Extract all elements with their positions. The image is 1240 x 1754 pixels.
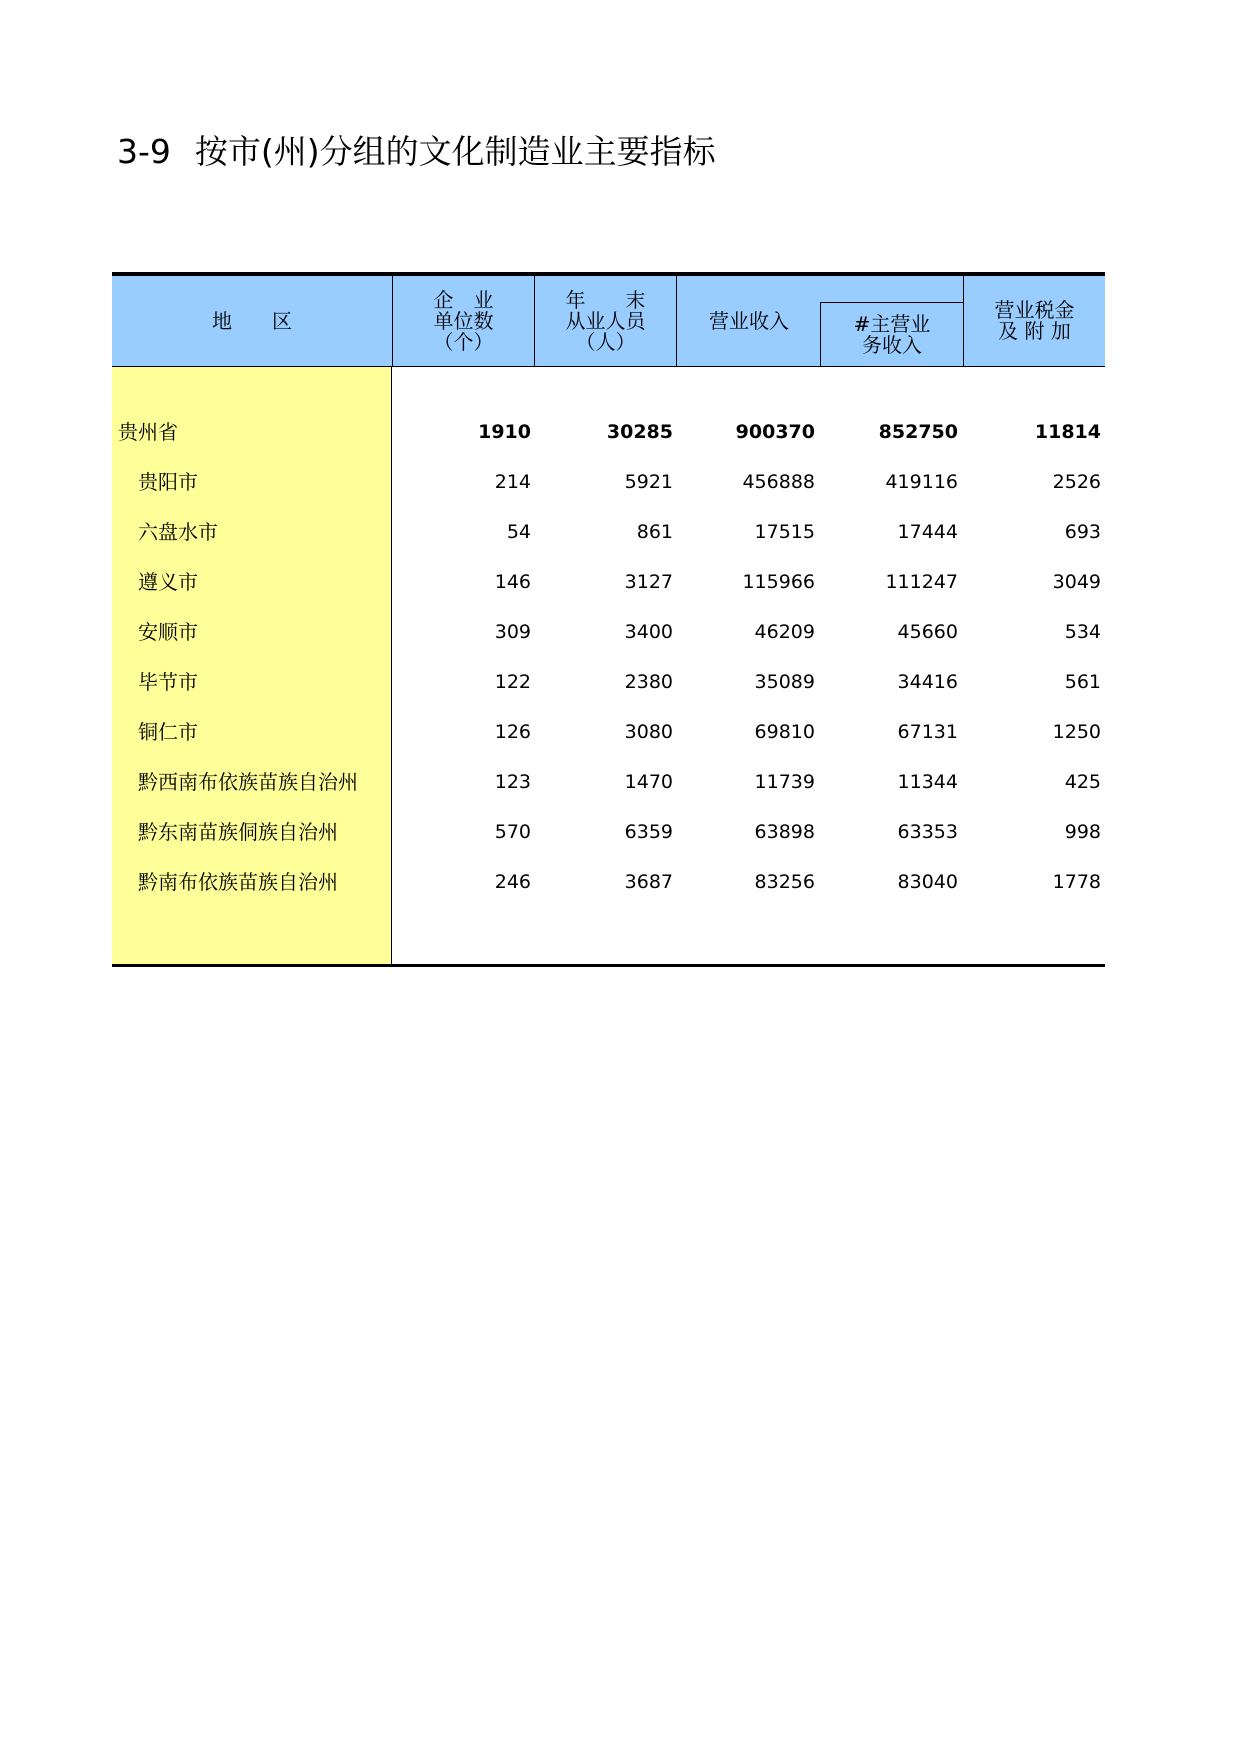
header-employees-line: （人） <box>575 329 636 354</box>
header-employees-line: 从业人员 <box>565 308 646 333</box>
cell-main-revenue: 17444 <box>897 521 958 543</box>
cell-tax: 534 <box>1064 621 1101 643</box>
cell-main-revenue: 111247 <box>885 571 958 593</box>
header-employees-line: 年 末 <box>565 287 646 312</box>
header-tax-line: 及 附 加 <box>998 319 1071 343</box>
cell-main-revenue: 63353 <box>897 821 958 843</box>
cell-employees: 861 <box>636 521 673 543</box>
cell-units: 309 <box>494 621 531 643</box>
cell-tax: 561 <box>1064 671 1101 693</box>
cell-units: 1910 <box>478 421 531 443</box>
cell-employees: 3687 <box>624 871 673 893</box>
table-row <box>112 607 1105 657</box>
cell-revenue: 456888 <box>742 471 815 493</box>
cell-main-revenue: 67131 <box>897 721 958 743</box>
table-row <box>112 457 1105 507</box>
header-revenue-label: 营业收入 <box>709 308 789 333</box>
cell-tax: 2526 <box>1052 471 1101 493</box>
cell-employees: 6359 <box>624 821 673 843</box>
header-main-revenue <box>820 302 963 366</box>
row-region-name: 黔西南布依族苗族自治州 <box>138 770 358 794</box>
row-region-name: 黔南布依族苗族自治州 <box>138 870 338 894</box>
cell-revenue: 11739 <box>754 771 815 793</box>
cell-employees: 1470 <box>624 771 673 793</box>
table-body <box>112 367 1105 964</box>
header-region-label: 地 区 <box>212 308 292 333</box>
cell-units: 126 <box>494 721 531 743</box>
header-region <box>112 276 393 366</box>
cell-main-revenue: 45660 <box>897 621 958 643</box>
row-region-name: 黔东南苗族侗族自治州 <box>138 820 338 844</box>
cell-tax: 11814 <box>1034 421 1101 443</box>
cell-main-revenue: 83040 <box>897 871 958 893</box>
table-header <box>112 276 1105 367</box>
table-title: 按市(州)分组的文化制造业主要指标 <box>194 132 716 171</box>
cell-main-revenue: 419116 <box>885 471 958 493</box>
table-row <box>112 557 1105 607</box>
header-main-revenue-line: 务收入 <box>861 332 922 357</box>
cell-units: 54 <box>506 521 531 543</box>
cell-tax: 693 <box>1064 521 1101 543</box>
cell-tax: 425 <box>1064 771 1101 793</box>
cell-revenue: 35089 <box>754 671 815 693</box>
table-row <box>112 657 1105 707</box>
cell-employees: 30285 <box>606 421 673 443</box>
table-row <box>112 757 1105 807</box>
table-row <box>112 857 1105 907</box>
cell-revenue: 46209 <box>754 621 815 643</box>
header-tax <box>964 276 1105 366</box>
table-row <box>112 807 1105 857</box>
header-units-line: （个） <box>433 329 494 354</box>
cell-units: 570 <box>494 821 531 843</box>
page-title <box>117 126 716 173</box>
cell-employees: 3400 <box>624 621 673 643</box>
header-units-line: 单位数 <box>433 308 494 333</box>
header-units <box>393 276 535 366</box>
cell-units: 122 <box>494 671 531 693</box>
cell-tax: 998 <box>1064 821 1101 843</box>
cell-revenue: 63898 <box>754 821 815 843</box>
cell-employees: 3080 <box>624 721 673 743</box>
header-tax-line: 营业税金 <box>994 298 1075 322</box>
cell-units: 214 <box>494 471 531 493</box>
cell-tax: 1250 <box>1052 721 1101 743</box>
cell-units: 246 <box>494 871 531 893</box>
table-row <box>112 707 1105 757</box>
cell-employees: 3127 <box>624 571 673 593</box>
cell-tax: 1778 <box>1052 871 1101 893</box>
cell-revenue: 900370 <box>735 421 815 443</box>
cell-revenue: 115966 <box>742 571 815 593</box>
table-number: 3-9 <box>117 132 171 171</box>
cell-employees: 2380 <box>624 671 673 693</box>
row-region-name: 安顺市 <box>138 620 198 644</box>
row-region-name: 贵阳市 <box>138 470 198 494</box>
row-region-name: 毕节市 <box>138 670 198 694</box>
row-region-name: 六盘水市 <box>138 520 218 544</box>
cell-employees: 5921 <box>624 471 673 493</box>
table-row-total <box>112 407 1105 457</box>
cell-revenue: 17515 <box>754 521 815 543</box>
cell-tax: 3049 <box>1052 571 1101 593</box>
table-bottom-rule <box>112 964 1105 967</box>
header-main-revenue-line: #主营业 <box>853 311 931 336</box>
row-region-name: 铜仁市 <box>138 720 198 744</box>
cell-main-revenue: 11344 <box>897 771 958 793</box>
table-row <box>112 507 1105 557</box>
cell-units: 123 <box>494 771 531 793</box>
header-employees <box>535 276 677 366</box>
cell-revenue: 69810 <box>754 721 815 743</box>
cell-main-revenue: 852750 <box>878 421 958 443</box>
cell-main-revenue: 34416 <box>897 671 958 693</box>
header-units-line: 企 业 <box>433 287 494 312</box>
cell-units: 146 <box>494 571 531 593</box>
row-region-name: 贵州省 <box>118 420 178 444</box>
header-revenue <box>677 276 821 366</box>
row-region-name: 遵义市 <box>138 570 198 594</box>
cell-revenue: 83256 <box>754 871 815 893</box>
